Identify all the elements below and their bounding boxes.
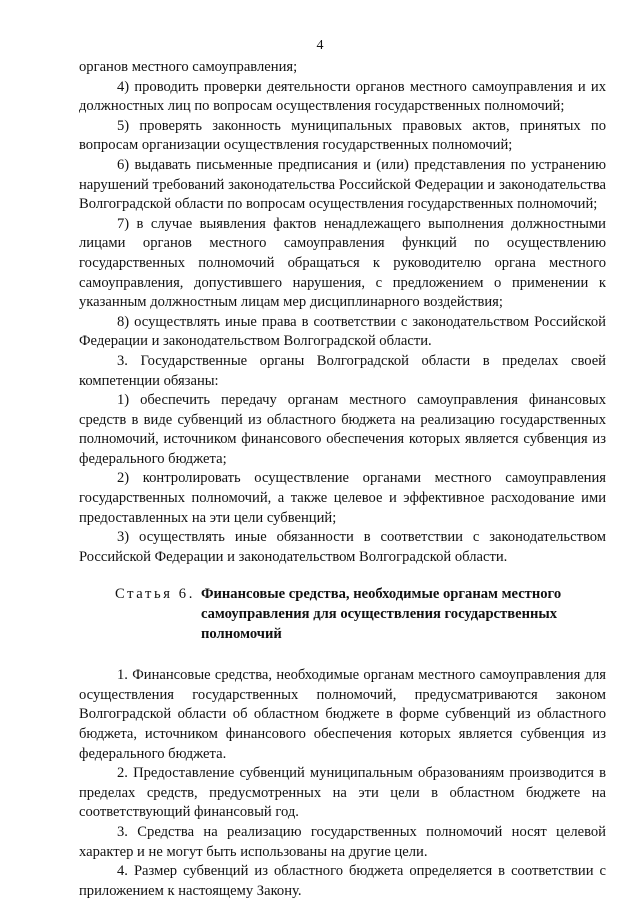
paragraph: органов местного самоуправления; — [79, 59, 298, 75]
paragraph: 3) осуществлять иные обязанности в соответствии с законодательством Российской Федерации и законодательством Волгоградской области. — [79, 529, 606, 565]
article-title: Финансовые средства, необходимые органам местного самоуправления для осуществления государственных полномочий — [200, 586, 562, 642]
document-body — [79, 58, 606, 901]
paragraph: 5) проверять законность муниципальных правовых актов, принятых по вопросам организации осуществления государственных полномочий; — [79, 117, 606, 154]
paragraph: 6) выдавать письменные предписания и (или) представления по устранению нарушений требований законодательства Российской Федерации и законодательства Волгоградской области по вопросам осуществления государственных полномочий; — [79, 156, 606, 213]
paragraph: 1. Финансовые средства, необходимые органам местного самоуправления для осуществления государственных полномочий, предусматриваются законом Волгоградской области об областном бюджете в форме субвенций из областного бюджета, источником финансового обеспечения которых является субвенция из федерального бюджета. — [79, 667, 606, 762]
paragraph: 8) осуществлять иные права в соответствии с законодательством Российской Федерации и законодательством Волгоградской области. — [79, 313, 606, 350]
paragraph: 4) проводить проверки деятельности органов местного самоуправления и их должностных лиц по вопросам осуществления государственных полномочий; — [79, 78, 606, 115]
paragraph: 2. Предоставление субвенций муниципальным образованиям производится в пределах средств, предусмотренных на эти цели в областном бюджете на соответствующий финансовый год. — [79, 765, 606, 821]
paragraph: 1) обеспечить передачу органам местного самоуправления финансовых средств в виде субвенций из областного бюджета на реализацию государственных полномочий, источником финансового обеспечения которых является субвенция из федерального бюджета; — [79, 392, 606, 467]
paragraph: 2) контролировать осуществление органами местного самоуправления государственных полномочий, а также целевое и эффективное расходование ими предоставленных на эти цели субвенций; — [79, 470, 606, 526]
article-label: Статья 6. — [115, 586, 195, 603]
article-heading — [79, 585, 606, 644]
page-number: 4 — [316, 38, 324, 53]
paragraph: 7) в случае выявления фактов ненадлежащего выполнения должностными лицами органов местного самоуправления функций по осуществлению государственных полномочий обращаться к руководителю органа местного самоуправления, допустившего нарушения, с предложением о применении к указанным должностным лицам мер дисциплинарного воздействия; — [79, 215, 606, 311]
paragraph: 3. Средства на реализацию государственных полномочий носят целевой характер и не могут быть использованы на другие цели. — [79, 823, 606, 860]
paragraph: 3. Государственные органы Волгоградской области в пределах своей компетенции обязаны: — [79, 352, 606, 389]
paragraph: 4. Размер субвенций из областного бюджета определяется в соответствии с приложением к настоящему Закону. — [79, 863, 606, 899]
